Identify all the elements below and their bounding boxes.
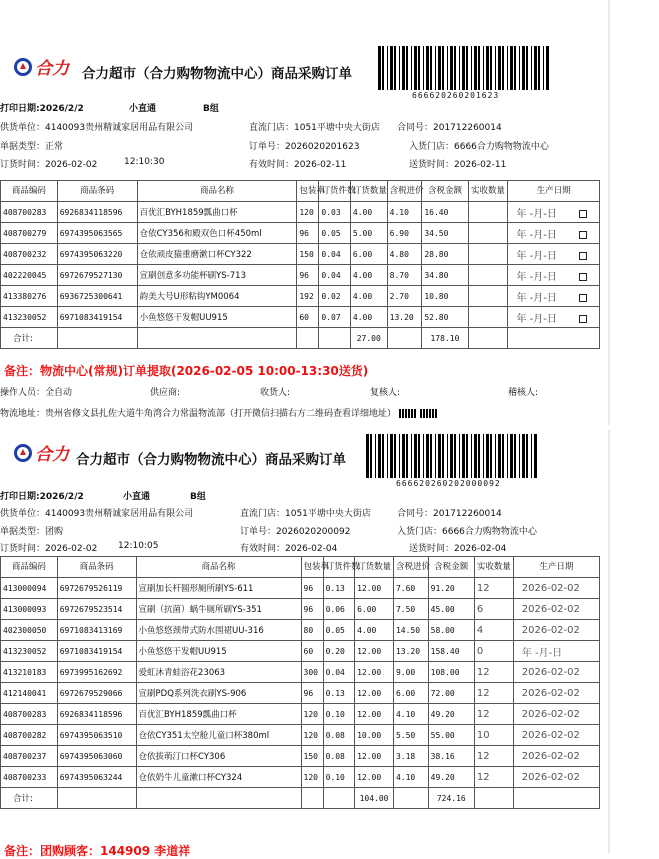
table-cell: 6971083419154 (57, 307, 137, 328)
received-qty-cell[interactable] (468, 202, 508, 223)
table-row (1, 704, 600, 725)
valid-time: 有效时间：2026-02-11 (249, 160, 347, 170)
table-cell: 402220045 (1, 265, 58, 286)
heli-logo: 合力 (14, 440, 69, 465)
print-date: 打印日期:2026/2/2 (0, 104, 84, 114)
logo-icon (14, 58, 32, 76)
heli-logo: 合力 (14, 54, 69, 79)
total-amount: 178.10 (430, 333, 460, 343)
receiver-signature: 收货人: (260, 388, 291, 398)
table-cell: 6972679527130 (57, 265, 137, 286)
table-cell: 6971083413169 (57, 620, 136, 641)
table-cell: 0.05 (319, 223, 351, 244)
table-cell: 150 (301, 746, 323, 767)
table-cell: 小鱼悠悠颈带式防水围裙UU-316 (136, 620, 301, 641)
doc-type: 单据类型：团购 (0, 527, 64, 537)
direct-store: 直流门店：1051平塘中央大街店 (240, 509, 371, 519)
table-cell: 49.20 (428, 767, 474, 788)
order-clock: 12:10:05 (118, 541, 159, 551)
table-cell: 4.10 (393, 704, 428, 725)
table-cell: 96 (301, 683, 323, 704)
table-cell: 10.80 (422, 286, 468, 307)
group-label: B组 (203, 104, 219, 114)
group-label: B组 (190, 492, 206, 502)
table-cell: 72.00 (428, 683, 474, 704)
table-row (1, 641, 600, 662)
table-cell: 6972679526119 (57, 578, 136, 599)
table-row (1, 202, 600, 223)
store-type: 小直通 (123, 492, 151, 502)
table-cell: 4.00 (355, 620, 394, 641)
table-cell: 408700237 (1, 746, 58, 767)
qr-code-icon (420, 409, 438, 418)
table-cell: 192 (297, 286, 319, 307)
column-header: 订货数量 (350, 181, 387, 202)
column-header: 订货数量 (355, 557, 394, 578)
table-cell: 6972679523514 (57, 599, 136, 620)
column-header: 生产日期 (508, 181, 600, 202)
table-cell: 16.40 (422, 202, 468, 223)
delivery-time: 送货时间：2026-02-04 (409, 544, 507, 554)
received-qty-cell[interactable]: 12 (474, 662, 513, 683)
production-date-input[interactable]: 2026-02-02 (513, 578, 599, 599)
received-qty-cell[interactable]: 12 (474, 578, 513, 599)
table-row (1, 265, 600, 286)
table-cell: 13.20 (393, 641, 428, 662)
receive-store: 入货门店：6666合力购物物流中心 (409, 142, 549, 152)
table-row (1, 725, 600, 746)
total-row (1, 788, 600, 809)
barcode-number: 666620260202000092 (396, 479, 501, 488)
table-cell: 0.05 (323, 620, 355, 641)
order-time: 订货时间：2026-02-02 (0, 544, 98, 554)
table-cell: 4.00 (350, 307, 387, 328)
production-date-input[interactable]: 2026-02-02 (513, 620, 599, 641)
received-qty-cell[interactable]: 4 (474, 620, 513, 641)
table-cell: 6974395063565 (57, 223, 137, 244)
table-row (1, 286, 600, 307)
production-date-input[interactable]: 年 -月-日 (513, 641, 599, 662)
column-header: 商品名称 (136, 557, 301, 578)
table-cell: 12.00 (355, 662, 394, 683)
production-date-input[interactable]: 2026-02-02 (513, 662, 599, 683)
table-cell: 0.07 (319, 307, 351, 328)
table-cell: 6973995162692 (57, 662, 136, 683)
table-cell: 55.00 (428, 725, 474, 746)
table-cell: 仓依奶牛儿童漱口杯CY324 (136, 767, 301, 788)
purchase-order-1 (0, 0, 610, 425)
table-row (1, 746, 600, 767)
table-cell: 45.00 (428, 599, 474, 620)
table-cell: 108.00 (428, 662, 474, 683)
table-cell: 5.50 (393, 725, 428, 746)
table-cell: 6926834118596 (57, 704, 136, 725)
table-row (1, 767, 600, 788)
print-date: 打印日期:2026/2/2 (0, 492, 84, 502)
production-date-input[interactable]: 年 -月-日 (508, 307, 600, 328)
table-cell: 0.02 (319, 286, 351, 307)
calendar-icon[interactable] (579, 231, 587, 239)
table-cell: 6972679529066 (57, 683, 136, 704)
column-header: 商品编码 (1, 557, 58, 578)
table-cell: 百优汇BYH1859瓢曲口杯 (137, 202, 297, 223)
calendar-icon[interactable] (579, 294, 587, 302)
table-cell: 12.00 (355, 704, 394, 725)
table-cell: 120 (301, 704, 323, 725)
supplier-signature: 供应商: (150, 388, 181, 398)
barcode (378, 46, 549, 90)
barcode-number: 666620260201623 (412, 91, 500, 100)
table-cell: 150 (297, 244, 319, 265)
total-label: 合计: (13, 334, 33, 344)
table-cell: 仓依CY351太空舱儿童口杯380ml (136, 725, 301, 746)
table-cell: 34.50 (422, 223, 468, 244)
table-cell: 5.00 (350, 223, 387, 244)
supplier: 供货单位：4140093贵州精诚家居用品有限公司 (0, 123, 194, 133)
table-cell: 52.80 (422, 307, 468, 328)
table-cell: 413380276 (1, 286, 58, 307)
table-cell: 408700279 (1, 223, 58, 244)
table-cell: 小鱼悠悠干发帽UU915 (137, 307, 297, 328)
table-row (1, 683, 600, 704)
table-cell: 408700283 (1, 704, 58, 725)
production-date-input[interactable]: 2026-02-02 (513, 683, 599, 704)
table-cell: 158.40 (428, 641, 474, 662)
table-cell: 小鱼悠悠干发帽UU915 (136, 641, 301, 662)
table-cell: 韵美大号U形粘钩YM0064 (137, 286, 297, 307)
table-cell: 408700283 (1, 202, 58, 223)
received-qty-cell[interactable] (468, 223, 508, 244)
table-cell: 6.90 (387, 223, 422, 244)
table-cell: 408700232 (1, 244, 58, 265)
table-cell: 408700282 (1, 725, 58, 746)
total-qty: 104.00 (359, 793, 389, 803)
table-header-row (1, 557, 600, 578)
table-cell: 402300050 (1, 620, 58, 641)
table-cell: 6974395063510 (57, 725, 136, 746)
supplier: 供货单位：4140093贵州精诚家居用品有限公司 (0, 509, 194, 519)
operator: 操作人员：全自动 (0, 388, 73, 398)
table-cell: 12.00 (355, 746, 394, 767)
table-cell: 60 (297, 307, 319, 328)
table-cell: 408700233 (1, 767, 58, 788)
table-cell: 6974395063220 (57, 244, 137, 265)
column-header: 商品条码 (57, 181, 137, 202)
logistics-address: 物流地址：贵州省修文县扎佐大道牛角湾合力常温物流部（打开微信扫描右方二维码查看详细地址） (0, 406, 438, 419)
received-qty-cell[interactable]: 12 (474, 683, 513, 704)
table-cell: 28.80 (422, 244, 468, 265)
column-header: 含税进价 (393, 557, 428, 578)
production-date-input[interactable]: 年 -月-日 (508, 286, 600, 307)
table-cell: 0.20 (323, 641, 355, 662)
table-cell: 7.60 (393, 578, 428, 599)
calendar-icon[interactable] (579, 252, 587, 260)
table-cell: 412140041 (1, 683, 58, 704)
production-date-input[interactable]: 2026-02-02 (513, 599, 599, 620)
received-qty-cell[interactable] (468, 286, 508, 307)
table-cell: 宣刷（抗菌）蜗牛厕所刷YS-351 (136, 599, 301, 620)
qr-code-icon (399, 409, 417, 418)
logo-icon (14, 444, 32, 462)
table-cell: 4.00 (350, 202, 387, 223)
table-cell: 4.00 (350, 286, 387, 307)
table-cell: 6974395063060 (57, 746, 136, 767)
notice: 备注：团购顾客：144909 李道祥 (4, 844, 191, 858)
production-date-input[interactable]: 2026-02-02 (513, 767, 599, 788)
notice: 备注：物流中心(常规)订单提取(2026-02-05 10:00-13:30送货) (4, 364, 369, 378)
table-cell: 120 (297, 202, 319, 223)
delivery-time: 送货时间：2026-02-11 (409, 160, 507, 170)
table-row (1, 620, 600, 641)
table-cell: 14.50 (393, 620, 428, 641)
column-header: 订货件数 (319, 181, 351, 202)
table-cell: 120 (301, 725, 323, 746)
table-cell: 6926834118596 (57, 202, 137, 223)
table-cell: 4.10 (387, 202, 422, 223)
table-cell: 6.00 (393, 683, 428, 704)
store-type: 小直通 (129, 104, 157, 114)
table-cell: 2.70 (387, 286, 422, 307)
production-date-input[interactable]: 年 -月-日 (508, 244, 600, 265)
table-cell: 413000093 (1, 599, 58, 620)
received-qty-cell[interactable]: 12 (474, 767, 513, 788)
table-cell: 34.80 (422, 265, 468, 286)
received-qty-cell[interactable]: 10 (474, 725, 513, 746)
contract-number: 合同号：201712260014 (397, 509, 502, 519)
table-cell: 4.10 (393, 767, 428, 788)
table-cell: 仓依拔萌汀口杯CY306 (136, 746, 301, 767)
table-cell: 0.10 (323, 704, 355, 725)
table-cell: 413000094 (1, 578, 58, 599)
table-cell: 80 (301, 620, 323, 641)
column-header: 包装率 (297, 181, 319, 202)
column-header: 含税金额 (422, 181, 468, 202)
column-header: 商品条码 (57, 557, 136, 578)
total-label: 合计: (13, 794, 33, 804)
table-cell: 6.00 (355, 599, 394, 620)
table-cell: 0.04 (319, 244, 351, 265)
table-cell: 413230052 (1, 307, 58, 328)
reviewer-signature: 复核人: (370, 388, 401, 398)
total-row (1, 328, 600, 349)
table-cell: 413230052 (1, 641, 58, 662)
table-row (1, 223, 600, 244)
total-amount: 724.16 (436, 793, 466, 803)
table-cell: 13.20 (387, 307, 422, 328)
production-date-input[interactable]: 年 -月-日 (508, 202, 600, 223)
table-cell: 6.00 (350, 244, 387, 265)
table-cell: 60 (301, 641, 323, 662)
table-cell: 6971083419154 (57, 641, 136, 662)
doc-type: 单据类型：正常 (0, 142, 64, 152)
column-header: 商品名称 (137, 181, 297, 202)
table-row (1, 307, 600, 328)
total-qty: 27.00 (356, 333, 381, 343)
calendar-icon[interactable] (579, 210, 587, 218)
table-header-row (1, 181, 600, 202)
received-qty-cell[interactable]: 6 (474, 599, 513, 620)
table-cell: 0.08 (323, 746, 355, 767)
table-cell: 4.00 (350, 265, 387, 286)
table-cell: 413210183 (1, 662, 58, 683)
table-cell: 仓依顽皮猫重磨漱口杯CY322 (137, 244, 297, 265)
table-cell: 4.80 (387, 244, 422, 265)
table-cell: 宣刷PDQ系列洗衣刷YS-906 (136, 683, 301, 704)
table-cell: 96 (301, 599, 323, 620)
production-date-input[interactable]: 年 -月-日 (508, 223, 600, 244)
column-header: 实收数量 (468, 181, 508, 202)
page-title: 合力超市（合力购物物流中心）商品采购订单 (76, 452, 346, 468)
order-table (0, 180, 600, 349)
table-cell: 0.10 (323, 767, 355, 788)
column-header: 含税金额 (428, 557, 474, 578)
table-cell: 12.00 (355, 578, 394, 599)
table-cell: 爱虹沐青蛙浴花23063 (136, 662, 301, 683)
table-cell: 91.20 (428, 578, 474, 599)
received-qty-cell[interactable] (468, 265, 508, 286)
production-date-input[interactable]: 2026-02-02 (513, 704, 599, 725)
receive-store: 入货门店：6666合力购物物流中心 (397, 527, 537, 537)
order-time: 订货时间：2026-02-02 (0, 160, 98, 170)
table-row (1, 244, 600, 265)
table-cell: 12.00 (355, 767, 394, 788)
received-qty-cell[interactable] (468, 307, 508, 328)
received-qty-cell[interactable] (468, 244, 508, 265)
calendar-icon[interactable] (579, 273, 587, 281)
production-date-input[interactable]: 2026-02-02 (513, 725, 599, 746)
table-cell: 96 (301, 578, 323, 599)
table-cell: 96 (297, 223, 319, 244)
barcode (366, 434, 537, 478)
table-row (1, 599, 600, 620)
received-qty-cell[interactable]: 0 (474, 641, 513, 662)
page-title: 合力超市（合力购物物流中心）商品采购订单 (82, 66, 352, 82)
contract-number: 合同号：201712260014 (397, 123, 502, 133)
table-cell: 3.18 (393, 746, 428, 767)
order-number: 订单号：2026020200092 (240, 527, 351, 537)
table-cell: 10.00 (355, 725, 394, 746)
production-date-input[interactable]: 年 -月-日 (508, 265, 600, 286)
table-cell: 12.00 (355, 683, 394, 704)
table-cell: 12.00 (355, 641, 394, 662)
table-cell: 0.04 (319, 265, 351, 286)
table-cell: 0.13 (323, 578, 355, 599)
table-cell: 0.13 (323, 683, 355, 704)
received-qty-cell[interactable]: 12 (474, 704, 513, 725)
table-cell: 58.00 (428, 620, 474, 641)
order-clock: 12:10:30 (124, 157, 165, 167)
table-cell: 0.06 (323, 599, 355, 620)
table-cell: 300 (301, 662, 323, 683)
table-cell: 96 (297, 265, 319, 286)
production-date-input[interactable]: 2026-02-02 (513, 746, 599, 767)
column-header: 订货件数 (323, 557, 355, 578)
checker-signature: 稽核人: (508, 388, 539, 398)
column-header: 实收数量 (474, 557, 513, 578)
column-header: 生产日期 (513, 557, 599, 578)
table-cell: 百优汇BYH1859瓢曲口杯 (136, 704, 301, 725)
table-cell: 0.08 (323, 725, 355, 746)
table-cell: 8.70 (387, 265, 422, 286)
order-table (0, 556, 600, 809)
table-cell: 0.04 (323, 662, 355, 683)
table-cell: 7.50 (393, 599, 428, 620)
table-cell: 120 (301, 767, 323, 788)
calendar-icon[interactable] (579, 315, 587, 323)
column-header: 商品编码 (1, 181, 58, 202)
table-cell: 49.20 (428, 704, 474, 725)
order-number: 订单号：2026020201623 (249, 142, 360, 152)
table-row (1, 662, 600, 683)
table-cell: 宣刷加长杆圆形厕所刷YS-611 (136, 578, 301, 599)
table-cell: 9.00 (393, 662, 428, 683)
direct-store: 直流门店：1051平塘中央大街店 (249, 123, 380, 133)
purchase-order-2 (0, 430, 610, 858)
table-cell: 38.16 (428, 746, 474, 767)
column-header: 包装率 (301, 557, 323, 578)
table-cell: 宣刷创意多功能杯刷YS-713 (137, 265, 297, 286)
table-cell: 6936725300641 (57, 286, 137, 307)
valid-time: 有效时间：2026-02-04 (240, 544, 338, 554)
received-qty-cell[interactable]: 12 (474, 746, 513, 767)
table-cell: 6974395063244 (57, 767, 136, 788)
table-cell: 0.03 (319, 202, 351, 223)
table-row (1, 578, 600, 599)
table-cell: 仓依CY356和殿双色口杯450ml (137, 223, 297, 244)
column-header: 含税进价 (387, 181, 422, 202)
